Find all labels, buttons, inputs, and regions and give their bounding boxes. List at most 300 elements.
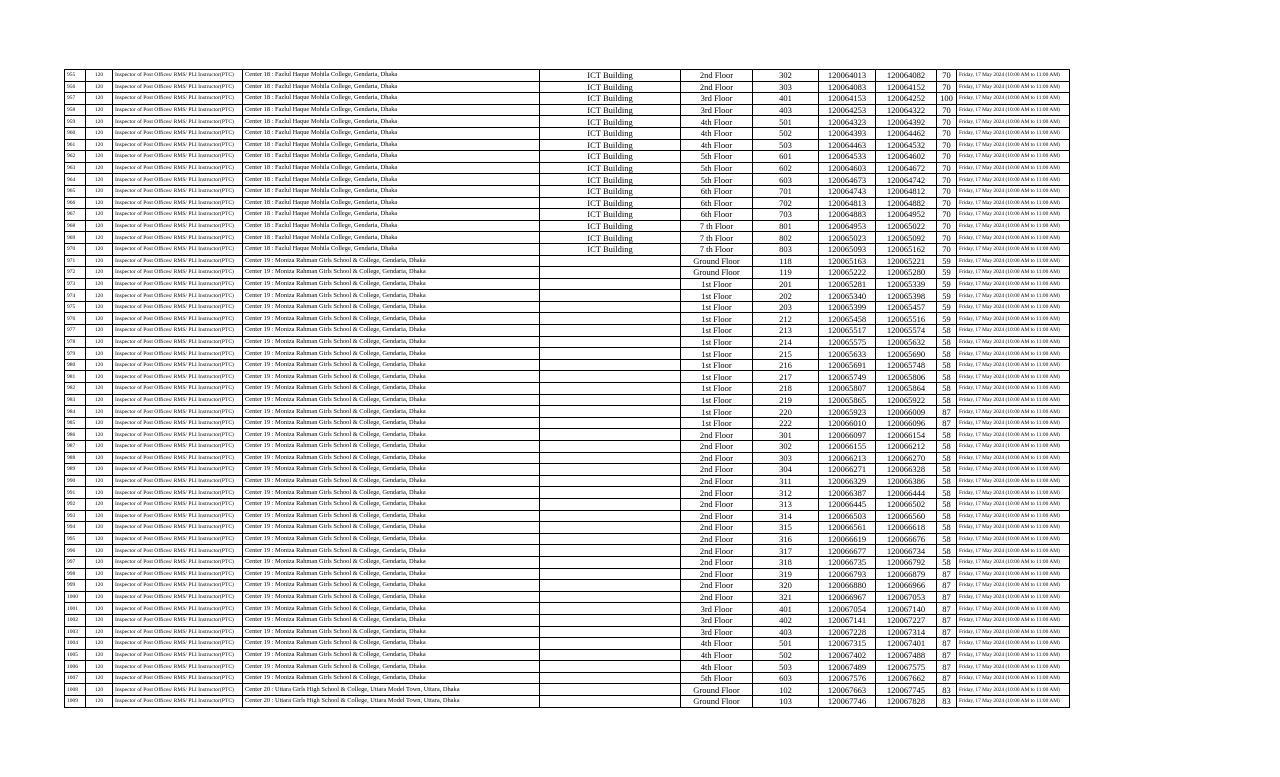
exam-date-cell: Friday, 17 May 2024 (10:00 AM to 11:00 AM) (957, 614, 1070, 626)
table-row (65, 232, 1070, 244)
table-row (65, 336, 1070, 348)
post-code-cell: 120 (86, 220, 113, 232)
exam-date-cell: Friday, 17 May 2024 (10:00 AM to 11:00 AM) (957, 104, 1070, 116)
exam-date-cell: Friday, 17 May 2024 (10:00 AM to 11:00 AM) (957, 568, 1070, 580)
post-code-cell: 120 (86, 290, 113, 302)
exam-center-cell: Center 19 : Moniza Rahman Girls School & College, Gendaria, Dhaka (243, 464, 540, 476)
floor-cell: 4th Floor (681, 127, 753, 139)
building-cell (540, 510, 681, 522)
exam-date-cell: Friday, 17 May 2024 (10:00 AM to 11:00 AM) (957, 661, 1070, 673)
table-row (65, 638, 1070, 650)
exam-date-cell: Friday, 17 May 2024 (10:00 AM to 11:00 AM) (957, 290, 1070, 302)
serial-cell: 958 (65, 104, 86, 116)
roll-from-cell: 120066387 (819, 487, 876, 499)
floor-cell: 2nd Floor (681, 452, 753, 464)
roll-from-cell: 120067576 (819, 672, 876, 684)
building-cell (540, 336, 681, 348)
floor-cell: 2nd Floor (681, 81, 753, 93)
roll-from-cell: 120065517 (819, 325, 876, 337)
exam-center-cell: Center 19 : Moniza Rahman Girls School & College, Gendaria, Dhaka (243, 603, 540, 615)
candidate-count-cell: 58 (937, 371, 957, 383)
roll-to-cell: 120065339 (876, 278, 937, 290)
post-name-cell: Inspector of Post Offices/ RMS/ PLI Instructor(PTC) (113, 498, 243, 510)
exam-center-cell: Center 19 : Moniza Rahman Girls School & College, Gendaria, Dhaka (243, 313, 540, 325)
post-code-cell: 120 (86, 638, 113, 650)
post-code-cell: 120 (86, 696, 113, 708)
candidate-count-cell: 87 (937, 603, 957, 615)
roll-to-cell: 120067828 (876, 696, 937, 708)
building-cell (540, 429, 681, 441)
candidate-count-cell: 100 (937, 93, 957, 105)
roll-from-cell: 120066329 (819, 475, 876, 487)
roll-to-cell: 120065398 (876, 290, 937, 302)
exam-date-cell: Friday, 17 May 2024 (10:00 AM to 11:00 AM) (957, 220, 1070, 232)
building-cell (540, 290, 681, 302)
roll-to-cell: 120066879 (876, 568, 937, 580)
floor-cell: 7 th Floor (681, 232, 753, 244)
roll-from-cell: 120064953 (819, 220, 876, 232)
post-name-cell: Inspector of Post Offices/ RMS/ PLI Instructor(PTC) (113, 383, 243, 395)
floor-cell: 6th Floor (681, 185, 753, 197)
candidate-count-cell: 58 (937, 441, 957, 453)
floor-cell: Ground Floor (681, 696, 753, 708)
candidate-count-cell: 70 (937, 232, 957, 244)
floor-cell: 2nd Floor (681, 591, 753, 603)
exam-center-cell: Center 18 : Fazlul Haque Mohila College, Gendaria, Dhaka (243, 209, 540, 221)
serial-cell: 974 (65, 290, 86, 302)
serial-cell: 959 (65, 116, 86, 128)
exam-date-cell: Friday, 17 May 2024 (10:00 AM to 11:00 AM) (957, 313, 1070, 325)
roll-from-cell: 120064013 (819, 70, 876, 82)
post-name-cell: Inspector of Post Offices/ RMS/ PLI Instructor(PTC) (113, 464, 243, 476)
post-name-cell: Inspector of Post Offices/ RMS/ PLI Instructor(PTC) (113, 545, 243, 557)
exam-date-cell: Friday, 17 May 2024 (10:00 AM to 11:00 AM) (957, 452, 1070, 464)
exam-date-cell: Friday, 17 May 2024 (10:00 AM to 11:00 AM) (957, 487, 1070, 499)
post-name-cell: Inspector of Post Offices/ RMS/ PLI Instructor(PTC) (113, 232, 243, 244)
candidate-count-cell: 58 (937, 545, 957, 557)
exam-date-cell: Friday, 17 May 2024 (10:00 AM to 11:00 AM) (957, 139, 1070, 151)
exam-date-cell: Friday, 17 May 2024 (10:00 AM to 11:00 AM) (957, 603, 1070, 615)
exam-center-cell: Center 18 : Fazlul Haque Mohila College, Gendaria, Dhaka (243, 81, 540, 93)
table-row (65, 383, 1070, 395)
roll-to-cell: 120065516 (876, 313, 937, 325)
room-cell: 301 (753, 429, 819, 441)
room-cell: 319 (753, 568, 819, 580)
room-cell: 203 (753, 301, 819, 313)
roll-from-cell: 120066561 (819, 522, 876, 534)
exam-date-cell: Friday, 17 May 2024 (10:00 AM to 11:00 AM) (957, 243, 1070, 255)
floor-cell: 4th Floor (681, 116, 753, 128)
post-name-cell: Inspector of Post Offices/ RMS/ PLI Instructor(PTC) (113, 174, 243, 186)
roll-to-cell: 120067140 (876, 603, 937, 615)
building-cell (540, 649, 681, 661)
building-cell: ICT Building (540, 93, 681, 105)
roll-to-cell: 120065690 (876, 348, 937, 360)
serial-cell: 968 (65, 220, 86, 232)
building-cell (540, 603, 681, 615)
roll-to-cell: 120065864 (876, 383, 937, 395)
roll-from-cell: 120066010 (819, 417, 876, 429)
roll-from-cell: 120067663 (819, 684, 876, 696)
exam-center-cell: Center 19 : Moniza Rahman Girls School & College, Gendaria, Dhaka (243, 672, 540, 684)
roll-from-cell: 120067054 (819, 603, 876, 615)
serial-cell: 977 (65, 325, 86, 337)
room-cell: 501 (753, 638, 819, 650)
roll-to-cell: 120064952 (876, 209, 937, 221)
serial-cell: 986 (65, 429, 86, 441)
exam-date-cell: Friday, 17 May 2024 (10:00 AM to 11:00 AM) (957, 383, 1070, 395)
room-cell: 802 (753, 232, 819, 244)
roll-to-cell: 120066386 (876, 475, 937, 487)
candidate-count-cell: 87 (937, 672, 957, 684)
roll-from-cell: 120064883 (819, 209, 876, 221)
table-row (65, 649, 1070, 661)
roll-from-cell: 120066619 (819, 533, 876, 545)
table-row (65, 417, 1070, 429)
floor-cell: 1st Floor (681, 325, 753, 337)
roll-to-cell: 120064152 (876, 81, 937, 93)
post-code-cell: 120 (86, 672, 113, 684)
roll-from-cell: 120064533 (819, 151, 876, 163)
candidate-count-cell: 87 (937, 638, 957, 650)
exam-center-cell: Center 19 : Moniza Rahman Girls School & College, Gendaria, Dhaka (243, 394, 540, 406)
post-code-cell: 120 (86, 417, 113, 429)
post-code-cell: 120 (86, 475, 113, 487)
roll-to-cell: 120066560 (876, 510, 937, 522)
roll-from-cell: 120065458 (819, 313, 876, 325)
post-name-cell: Inspector of Post Offices/ RMS/ PLI Instructor(PTC) (113, 336, 243, 348)
serial-cell: 979 (65, 348, 86, 360)
candidate-count-cell: 70 (937, 197, 957, 209)
post-code-cell: 120 (86, 441, 113, 453)
post-name-cell: Inspector of Post Offices/ RMS/ PLI Instructor(PTC) (113, 81, 243, 93)
roll-from-cell: 120066677 (819, 545, 876, 557)
serial-cell: 961 (65, 139, 86, 151)
table-row (65, 116, 1070, 128)
post-code-cell: 120 (86, 533, 113, 545)
table-row (65, 556, 1070, 568)
floor-cell: 1st Floor (681, 406, 753, 418)
exam-center-cell: Center 19 : Moniza Rahman Girls School & College, Gendaria, Dhaka (243, 614, 540, 626)
candidate-count-cell: 59 (937, 290, 957, 302)
post-code-cell: 120 (86, 614, 113, 626)
candidate-count-cell: 58 (937, 510, 957, 522)
room-cell: 401 (753, 93, 819, 105)
roll-from-cell: 120064743 (819, 185, 876, 197)
post-code-cell: 120 (86, 104, 113, 116)
table-row (65, 371, 1070, 383)
roll-from-cell: 120065865 (819, 394, 876, 406)
post-code-cell: 120 (86, 127, 113, 139)
post-name-cell: Inspector of Post Offices/ RMS/ PLI Instructor(PTC) (113, 556, 243, 568)
candidate-count-cell: 58 (937, 522, 957, 534)
table-row (65, 522, 1070, 534)
roll-to-cell: 120065162 (876, 243, 937, 255)
post-name-cell: Inspector of Post Offices/ RMS/ PLI Instructor(PTC) (113, 209, 243, 221)
roll-from-cell: 120065807 (819, 383, 876, 395)
building-cell: ICT Building (540, 151, 681, 163)
floor-cell: 3rd Floor (681, 626, 753, 638)
candidate-count-cell: 58 (937, 336, 957, 348)
building-cell (540, 672, 681, 684)
post-name-cell: Inspector of Post Offices/ RMS/ PLI Instructor(PTC) (113, 591, 243, 603)
post-name-cell: Inspector of Post Offices/ RMS/ PLI Instructor(PTC) (113, 417, 243, 429)
post-name-cell: Inspector of Post Offices/ RMS/ PLI Instructor(PTC) (113, 197, 243, 209)
building-cell: ICT Building (540, 209, 681, 221)
serial-cell: 1005 (65, 649, 86, 661)
candidate-count-cell: 58 (937, 498, 957, 510)
room-cell: 314 (753, 510, 819, 522)
table-row (65, 290, 1070, 302)
building-cell: ICT Building (540, 185, 681, 197)
room-cell: 222 (753, 417, 819, 429)
room-cell: 302 (753, 70, 819, 82)
post-name-cell: Inspector of Post Offices/ RMS/ PLI Instructor(PTC) (113, 290, 243, 302)
exam-date-cell: Friday, 17 May 2024 (10:00 AM to 11:00 AM) (957, 348, 1070, 360)
building-cell: ICT Building (540, 220, 681, 232)
exam-center-cell: Center 18 : Fazlul Haque Mohila College, Gendaria, Dhaka (243, 127, 540, 139)
exam-date-cell: Friday, 17 May 2024 (10:00 AM to 11:00 AM) (957, 81, 1070, 93)
serial-cell: 993 (65, 510, 86, 522)
roll-to-cell: 120064462 (876, 127, 937, 139)
table-row (65, 81, 1070, 93)
roll-from-cell: 120064813 (819, 197, 876, 209)
building-cell (540, 568, 681, 580)
serial-cell: 957 (65, 93, 86, 105)
building-cell (540, 441, 681, 453)
exam-center-cell: Center 19 : Moniza Rahman Girls School & College, Gendaria, Dhaka (243, 498, 540, 510)
table-row (65, 568, 1070, 580)
roll-from-cell: 120066735 (819, 556, 876, 568)
candidate-count-cell: 87 (937, 406, 957, 418)
building-cell (540, 267, 681, 279)
serial-cell: 988 (65, 452, 86, 464)
serial-cell: 994 (65, 522, 86, 534)
exam-center-cell: Center 19 : Moniza Rahman Girls School & College, Gendaria, Dhaka (243, 475, 540, 487)
table-row (65, 348, 1070, 360)
room-cell: 317 (753, 545, 819, 557)
roll-from-cell: 120067402 (819, 649, 876, 661)
room-cell: 218 (753, 383, 819, 395)
floor-cell: 4th Floor (681, 649, 753, 661)
building-cell (540, 417, 681, 429)
exam-date-cell: Friday, 17 May 2024 (10:00 AM to 11:00 AM) (957, 93, 1070, 105)
floor-cell: 1st Floor (681, 348, 753, 360)
table-row (65, 70, 1070, 82)
roll-to-cell: 120064392 (876, 116, 937, 128)
exam-date-cell: Friday, 17 May 2024 (10:00 AM to 11:00 AM) (957, 591, 1070, 603)
building-cell: ICT Building (540, 243, 681, 255)
building-cell (540, 487, 681, 499)
roll-to-cell: 120067745 (876, 684, 937, 696)
table-row (65, 394, 1070, 406)
candidate-count-cell: 58 (937, 475, 957, 487)
exam-date-cell: Friday, 17 May 2024 (10:00 AM to 11:00 AM) (957, 684, 1070, 696)
serial-cell: 997 (65, 556, 86, 568)
roll-from-cell: 120066213 (819, 452, 876, 464)
post-name-cell: Inspector of Post Offices/ RMS/ PLI Instructor(PTC) (113, 313, 243, 325)
candidate-count-cell: 87 (937, 580, 957, 592)
exam-date-cell: Friday, 17 May 2024 (10:00 AM to 11:00 AM) (957, 545, 1070, 557)
roll-to-cell: 120065280 (876, 267, 937, 279)
roll-to-cell: 120066009 (876, 406, 937, 418)
post-code-cell: 120 (86, 498, 113, 510)
room-cell: 601 (753, 151, 819, 163)
candidate-count-cell: 70 (937, 70, 957, 82)
post-code-cell: 120 (86, 278, 113, 290)
post-code-cell: 120 (86, 452, 113, 464)
post-code-cell: 120 (86, 185, 113, 197)
roll-from-cell: 120065093 (819, 243, 876, 255)
post-code-cell: 120 (86, 70, 113, 82)
building-cell (540, 545, 681, 557)
candidate-count-cell: 87 (937, 661, 957, 673)
roll-to-cell: 120066212 (876, 441, 937, 453)
post-name-cell: Inspector of Post Offices/ RMS/ PLI Instructor(PTC) (113, 626, 243, 638)
exam-date-cell: Friday, 17 May 2024 (10:00 AM to 11:00 AM) (957, 197, 1070, 209)
exam-center-cell: Center 19 : Moniza Rahman Girls School & College, Gendaria, Dhaka (243, 568, 540, 580)
floor-cell: 4th Floor (681, 661, 753, 673)
building-cell: ICT Building (540, 127, 681, 139)
building-cell (540, 522, 681, 534)
post-name-cell: Inspector of Post Offices/ RMS/ PLI Instructor(PTC) (113, 475, 243, 487)
building-cell: ICT Building (540, 162, 681, 174)
floor-cell: 2nd Floor (681, 487, 753, 499)
post-name-cell: Inspector of Post Offices/ RMS/ PLI Instructor(PTC) (113, 684, 243, 696)
exam-center-cell: Center 18 : Fazlul Haque Mohila College, Gendaria, Dhaka (243, 104, 540, 116)
post-name-cell: Inspector of Post Offices/ RMS/ PLI Instructor(PTC) (113, 533, 243, 545)
exam-center-cell: Center 19 : Moniza Rahman Girls School & College, Gendaria, Dhaka (243, 580, 540, 592)
candidate-count-cell: 58 (937, 556, 957, 568)
table-row (65, 359, 1070, 371)
room-cell: 401 (753, 603, 819, 615)
exam-date-cell: Friday, 17 May 2024 (10:00 AM to 11:00 AM) (957, 255, 1070, 267)
post-name-cell: Inspector of Post Offices/ RMS/ PLI Instructor(PTC) (113, 116, 243, 128)
floor-cell: 1st Floor (681, 383, 753, 395)
table-row (65, 475, 1070, 487)
candidate-count-cell: 59 (937, 278, 957, 290)
serial-cell: 990 (65, 475, 86, 487)
exam-center-cell: Center 18 : Fazlul Haque Mohila College, Gendaria, Dhaka (243, 162, 540, 174)
exam-date-cell: Friday, 17 May 2024 (10:00 AM to 11:00 AM) (957, 162, 1070, 174)
post-code-cell: 120 (86, 510, 113, 522)
post-code-cell: 120 (86, 243, 113, 255)
exam-date-cell: Friday, 17 May 2024 (10:00 AM to 11:00 AM) (957, 127, 1070, 139)
exam-date-cell: Friday, 17 May 2024 (10:00 AM to 11:00 AM) (957, 441, 1070, 453)
building-cell (540, 371, 681, 383)
serial-cell: 955 (65, 70, 86, 82)
floor-cell: 2nd Floor (681, 533, 753, 545)
roll-to-cell: 120066328 (876, 464, 937, 476)
serial-cell: 978 (65, 336, 86, 348)
serial-cell: 1004 (65, 638, 86, 650)
post-code-cell: 120 (86, 359, 113, 371)
building-cell: ICT Building (540, 174, 681, 186)
floor-cell: 1st Floor (681, 394, 753, 406)
floor-cell: 1st Floor (681, 313, 753, 325)
post-name-cell: Inspector of Post Offices/ RMS/ PLI Instructor(PTC) (113, 162, 243, 174)
seat-plan-body (65, 70, 1070, 708)
exam-date-cell: Friday, 17 May 2024 (10:00 AM to 11:00 AM) (957, 278, 1070, 290)
floor-cell: 5th Floor (681, 151, 753, 163)
post-code-cell: 120 (86, 325, 113, 337)
post-code-cell: 120 (86, 93, 113, 105)
roll-to-cell: 120064602 (876, 151, 937, 163)
exam-center-cell: Center 18 : Fazlul Haque Mohila College, Gendaria, Dhaka (243, 93, 540, 105)
room-cell: 602 (753, 162, 819, 174)
post-name-cell: Inspector of Post Offices/ RMS/ PLI Instructor(PTC) (113, 70, 243, 82)
post-name-cell: Inspector of Post Offices/ RMS/ PLI Instructor(PTC) (113, 614, 243, 626)
exam-center-cell: Center 19 : Moniza Rahman Girls School & College, Gendaria, Dhaka (243, 522, 540, 534)
exam-center-cell: Center 19 : Moniza Rahman Girls School & College, Gendaria, Dhaka (243, 406, 540, 418)
exam-date-cell: Friday, 17 May 2024 (10:00 AM to 11:00 AM) (957, 336, 1070, 348)
roll-to-cell: 120066734 (876, 545, 937, 557)
table-row (65, 267, 1070, 279)
roll-from-cell: 120065923 (819, 406, 876, 418)
post-code-cell: 120 (86, 151, 113, 163)
post-name-cell: Inspector of Post Offices/ RMS/ PLI Instructor(PTC) (113, 93, 243, 105)
post-name-cell: Inspector of Post Offices/ RMS/ PLI Instructor(PTC) (113, 220, 243, 232)
table-row (65, 139, 1070, 151)
serial-cell: 998 (65, 568, 86, 580)
table-row (65, 452, 1070, 464)
candidate-count-cell: 70 (937, 116, 957, 128)
table-row (65, 278, 1070, 290)
serial-cell: 962 (65, 151, 86, 163)
roll-to-cell: 120064742 (876, 174, 937, 186)
room-cell: 502 (753, 649, 819, 661)
roll-to-cell: 120067488 (876, 649, 937, 661)
roll-from-cell: 120065222 (819, 267, 876, 279)
exam-center-cell: Center 20 : Uttara Girls High School & College, Uttara Model Town, Uttara, Dhaka (243, 684, 540, 696)
floor-cell: 5th Floor (681, 162, 753, 174)
room-cell: 202 (753, 290, 819, 302)
building-cell (540, 498, 681, 510)
roll-from-cell: 120066503 (819, 510, 876, 522)
room-cell: 213 (753, 325, 819, 337)
post-code-cell: 120 (86, 267, 113, 279)
serial-cell: 976 (65, 313, 86, 325)
roll-from-cell: 120064083 (819, 81, 876, 93)
roll-to-cell: 120064082 (876, 70, 937, 82)
post-name-cell: Inspector of Post Offices/ RMS/ PLI Instructor(PTC) (113, 661, 243, 673)
post-name-cell: Inspector of Post Offices/ RMS/ PLI Instructor(PTC) (113, 301, 243, 313)
floor-cell: 6th Floor (681, 209, 753, 221)
serial-cell: 995 (65, 533, 86, 545)
post-code-cell: 120 (86, 429, 113, 441)
roll-from-cell: 120067489 (819, 661, 876, 673)
table-row (65, 174, 1070, 186)
room-cell: 701 (753, 185, 819, 197)
post-code-cell: 120 (86, 568, 113, 580)
roll-to-cell: 120066096 (876, 417, 937, 429)
post-code-cell: 120 (86, 336, 113, 348)
serial-cell: 992 (65, 498, 86, 510)
room-cell: 119 (753, 267, 819, 279)
exam-center-cell: Center 18 : Fazlul Haque Mohila College, Gendaria, Dhaka (243, 185, 540, 197)
floor-cell: 2nd Floor (681, 70, 753, 82)
exam-center-cell: Center 18 : Fazlul Haque Mohila College, Gendaria, Dhaka (243, 174, 540, 186)
post-name-cell: Inspector of Post Offices/ RMS/ PLI Instructor(PTC) (113, 104, 243, 116)
room-cell: 216 (753, 359, 819, 371)
room-cell: 313 (753, 498, 819, 510)
exam-center-cell: Center 19 : Moniza Rahman Girls School & College, Gendaria, Dhaka (243, 301, 540, 313)
roll-to-cell: 120065221 (876, 255, 937, 267)
room-cell: 215 (753, 348, 819, 360)
table-row (65, 301, 1070, 313)
exam-center-cell: Center 19 : Moniza Rahman Girls School & College, Gendaria, Dhaka (243, 510, 540, 522)
post-code-cell: 120 (86, 406, 113, 418)
